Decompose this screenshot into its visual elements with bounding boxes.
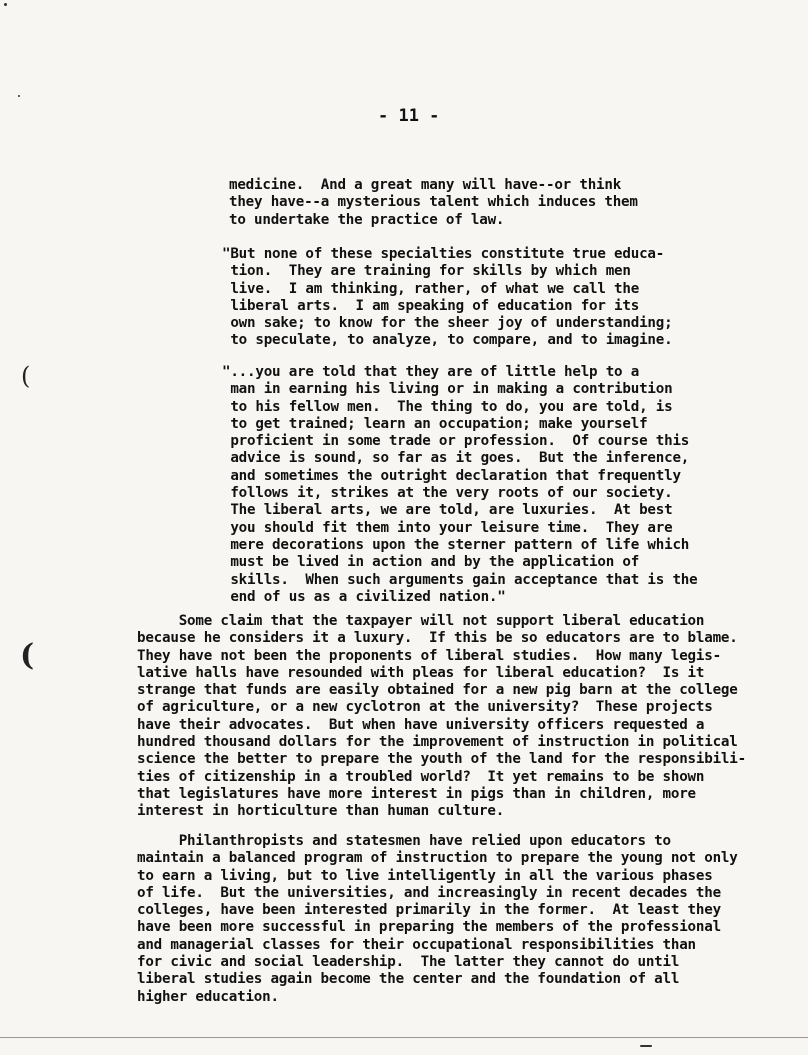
text-line: of life. But the universities, and increasingly in recent decades the	[137, 884, 721, 901]
text-line: to speculate, to analyze, to compare, and to imagine.	[222, 332, 673, 349]
body-paragraph	[137, 833, 738, 1006]
text-line: they have--a mysterious talent which induces them	[229, 194, 638, 211]
text-line: interest in horticulture than human culture.	[137, 803, 505, 820]
text-line: and managerial classes for their occupational responsibilities than	[137, 936, 696, 953]
page-bottom-edge	[0, 1037, 808, 1038]
scan-speck	[4, 3, 7, 6]
text-line: ties of citizenship in a troubled world? It yet remains to be shown	[137, 768, 705, 785]
text-line: to earn a living, but to live intelligently in all the various phases	[137, 867, 713, 884]
text-line: you should fit them into your leisure time. They are	[222, 519, 673, 536]
text-line: because he considers it a luxury. If this be so educators are to blame.	[137, 630, 738, 647]
text-line: "...you are told that they are of little help to a	[222, 364, 640, 380]
text-line: proficient in some trade or profession. Of course this	[222, 433, 690, 450]
text-line: to get trained; learn an occupation; make yourself	[222, 415, 648, 432]
text-line: live. I am thinking, rather, of what we call the	[222, 280, 640, 297]
text-line: follows it, strikes at the very roots of our society.	[222, 485, 673, 502]
quote-block	[229, 177, 638, 229]
text-line: that legislatures have more interest in pigs than in children, more	[137, 785, 696, 802]
scan-speck	[18, 95, 20, 97]
margin-paren-mark: (	[20, 638, 35, 673]
text-line: higher education.	[137, 988, 279, 1005]
quote-block	[222, 364, 697, 606]
text-line: They have not been the proponents of liberal studies. How many legis-	[137, 647, 721, 664]
text-line: have their advocates. But when have university officers requested a	[137, 716, 705, 733]
text-line: The liberal arts, we are told, are luxuries. At best	[222, 502, 673, 519]
text-line: for civic and social leadership. The latter they cannot do until	[137, 954, 680, 971]
text-line: skills. When such arguments gain acceptance that is the	[222, 571, 698, 588]
text-line: and sometimes the outright declaration that frequently	[222, 467, 681, 484]
text-line: advice is sound, so far as it goes. But the inference,	[222, 450, 690, 467]
text-line: tion. They are training for skills by which men	[222, 263, 631, 280]
text-line: of agriculture, or a new cyclotron at the university? These projects	[137, 699, 713, 716]
text-line: maintain a balanced program of instruction to prepare the young not only	[137, 850, 738, 867]
text-line: man in earning his living or in making a contribution	[222, 381, 673, 398]
text-line: lative halls have resounded with pleas for liberal education? Is it	[137, 664, 705, 681]
text-line: have been more successful in preparing the members of the professional	[137, 919, 721, 936]
body-paragraph	[137, 613, 746, 821]
text-line: liberal studies again become the center and the foundation of all	[137, 971, 680, 988]
page-number: - 11 -	[378, 106, 440, 126]
text-line: Philanthropists and statesmen have relied upon educators to	[137, 833, 671, 849]
text-line: science the better to prepare the youth of the land for the responsibili-	[137, 751, 746, 768]
quote-block	[222, 246, 672, 350]
text-line: colleges, have been interested primarily in the former. At least they	[137, 902, 721, 919]
text-line: medicine. And a great many will have--or think	[229, 177, 622, 193]
text-line: end of us as a civilized nation."	[222, 588, 506, 605]
text-line: Some claim that the taxpayer will not support liberal education	[137, 613, 705, 629]
text-line: own sake; to know for the sheer joy of understanding;	[222, 315, 673, 332]
text-line: strange that funds are easily obtained for a new pig barn at the college	[137, 682, 738, 699]
margin-paren-mark: (	[21, 362, 31, 390]
text-line: to his fellow men. The thing to do, you are told, is	[222, 398, 673, 415]
text-line: must be lived in action and by the application of	[222, 554, 640, 571]
text-line: hundred thousand dollars for the improvement of instruction in political	[137, 734, 738, 751]
text-line: to undertake the practice of law.	[229, 211, 505, 228]
text-line: "But none of these specialties constitute true educa-	[222, 246, 665, 262]
scan-speck	[640, 1045, 652, 1047]
text-line: liberal arts. I am speaking of education for its	[222, 297, 640, 314]
text-line: mere decorations upon the sterner pattern of life which	[222, 536, 690, 553]
